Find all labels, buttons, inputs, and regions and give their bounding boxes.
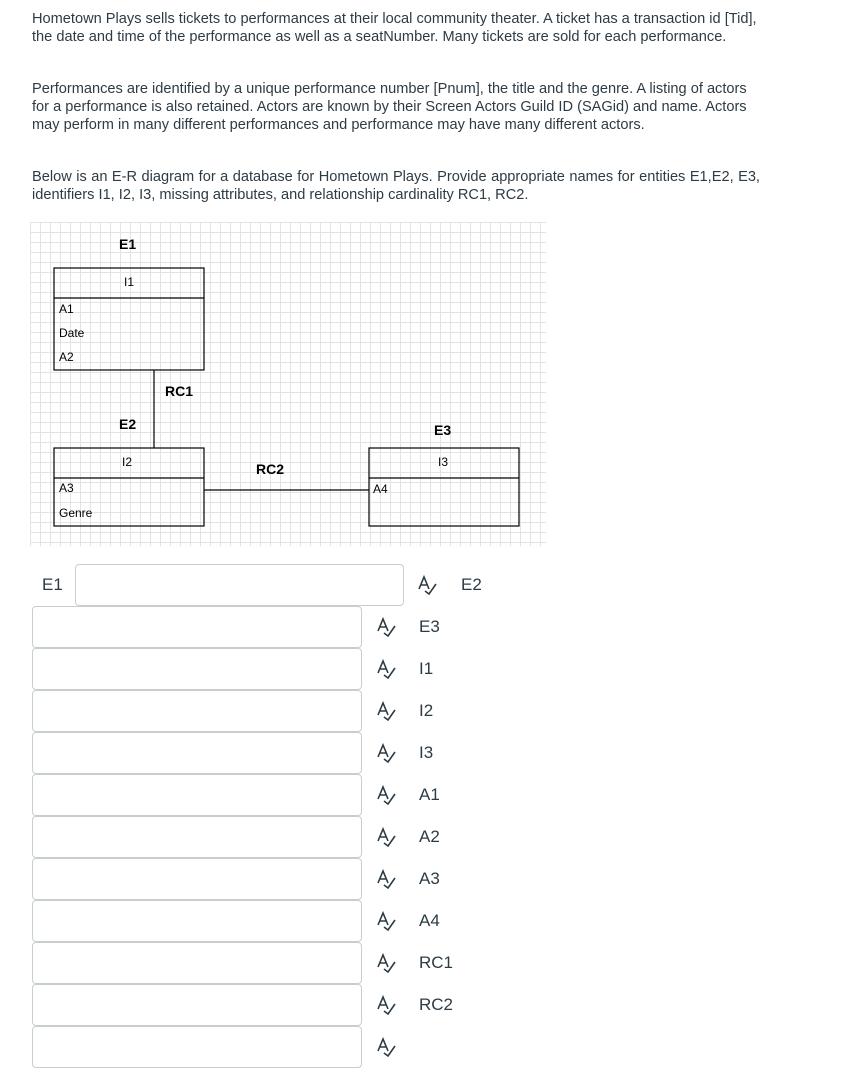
spellcheck-icon[interactable]: [375, 868, 397, 890]
answer-input-4[interactable]: [32, 690, 362, 732]
answer-label-e3: E3: [419, 617, 440, 636]
question-paragraph-1: Hometown Plays sells tickets to performances at their local community theater. A ticket has a transaction id [Tid], the date and time of the performance as well as a seatNumber. Many tickets are sold for each performance.: [32, 11, 757, 45]
answer-input-2[interactable]: [32, 606, 362, 648]
answer-label-a1: A1: [419, 785, 440, 804]
answer-label-i3: I3: [419, 743, 434, 762]
answer-label-e1: E1: [42, 575, 63, 594]
spellcheck-icon[interactable]: [375, 700, 397, 722]
er-diagram: [30, 222, 546, 546]
i1-label: I1: [124, 275, 135, 289]
answer-input-10[interactable]: [32, 942, 362, 984]
e3-attribute-a4: A4: [373, 482, 388, 496]
answer-label-rc2: RC2: [419, 995, 454, 1014]
e1-label: E1: [119, 236, 137, 252]
spellcheck-icon[interactable]: [375, 952, 397, 974]
e2-attribute-genre: Genre: [59, 506, 93, 520]
answer-input-7[interactable]: [32, 816, 362, 858]
spellcheck-icon[interactable]: [375, 826, 397, 848]
e2-label: E2: [119, 416, 137, 432]
answer-label-i2: I2: [419, 701, 434, 720]
answer-input-9[interactable]: [32, 900, 362, 942]
spellcheck-icon[interactable]: [416, 574, 438, 596]
spellcheck-icon[interactable]: [375, 1036, 397, 1058]
e1-attribute-a1: A1: [59, 302, 74, 316]
answer-input-1[interactable]: [75, 564, 404, 606]
spellcheck-icon[interactable]: [375, 994, 397, 1016]
e3-label: E3: [434, 422, 452, 438]
answer-label-a3: A3: [419, 869, 440, 888]
spellcheck-icon[interactable]: [375, 658, 397, 680]
e2-attribute-a3: A3: [59, 481, 74, 495]
rc2-label: RC2: [256, 461, 285, 477]
answer-input-6[interactable]: [32, 774, 362, 816]
answer-label-e2: E2: [461, 575, 482, 594]
answer-input-12[interactable]: [32, 1026, 362, 1068]
answer-input-5[interactable]: [32, 732, 362, 774]
spellcheck-icon[interactable]: [375, 742, 397, 764]
answer-label-a2: A2: [419, 827, 440, 846]
answer-input-8[interactable]: [32, 858, 362, 900]
spellcheck-icon[interactable]: [375, 616, 397, 638]
answer-label-i1: I1: [419, 659, 434, 678]
e1-attribute-date: Date: [59, 326, 85, 340]
spellcheck-icon[interactable]: [375, 910, 397, 932]
e1-attribute-a2: A2: [59, 350, 74, 364]
answer-input-11[interactable]: [32, 984, 362, 1026]
er-diagram-lines: [30, 222, 546, 546]
answer-label-rc1: RC1: [419, 953, 454, 972]
rc1-label: RC1: [165, 383, 194, 399]
question-paragraph-3: Below is an E-R diagram for a database for Hometown Plays. Provide appropriate names for entities E1,E2, E3, identifiers I1, I2, I3, missing attributes, and relationship cardinality RC1, RC2.: [32, 169, 760, 203]
question-paragraph-2: Performances are identified by a unique performance number [Pnum], the title and the genre. A listing of actors for a performance is also retained. Actors are known by their Screen Actors Guild ID (SAGid) and name. Actors may perform in many different performances and performance may have many different actors.: [32, 81, 747, 133]
answer-label-a4: A4: [419, 911, 440, 930]
i3-label: I3: [438, 455, 449, 469]
spellcheck-icon[interactable]: [375, 784, 397, 806]
answer-input-3[interactable]: [32, 648, 362, 690]
i2-label: I2: [122, 455, 133, 469]
